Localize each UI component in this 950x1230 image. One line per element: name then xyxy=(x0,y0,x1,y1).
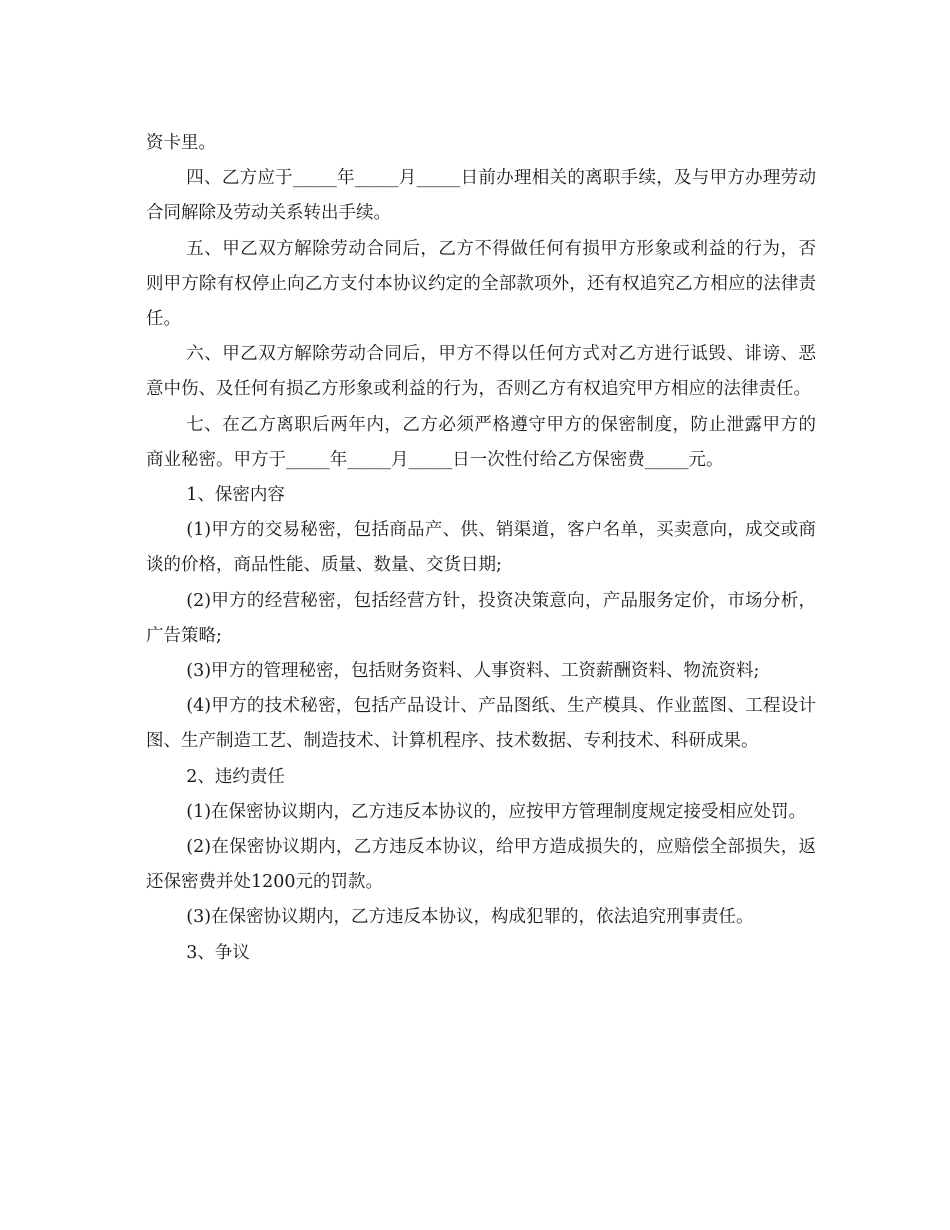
paragraph: (2)在保密协议期内，乙方违反本协议，给甲方造成损失的，应赔偿全部损失，返还保密费并处1200元的罚款。 xyxy=(146,837,816,893)
section-heading: 2、违约责任 xyxy=(186,766,285,787)
paragraph: (1)甲方的交易秘密，包括商品产、供、销渠道，客户名单，买卖意向，成交或商谈的价格，商品性能、质量、数量、交货日期; xyxy=(146,520,816,576)
paragraph: 资卡里。 xyxy=(146,133,216,153)
paragraph: 四、乙方应于_____年_____月_____日前办理相关的离职手续，及与甲方办理劳动合同解除及劳动关系转出手续。 xyxy=(146,168,816,224)
section-heading: 3、争议 xyxy=(186,942,250,963)
paragraph: 六、甲乙双方解除劳动合同后，甲方不得以任何方式对乙方进行诋毁、诽谤、恶意中伤、及任何有损乙方形象或利益的行为，否则乙方有权追究甲方相应的法律责任。 xyxy=(146,344,816,400)
paragraph: (1)在保密协议期内，乙方违反本协议的，应按甲方管理制度规定接受相应处罚。 xyxy=(186,801,807,822)
paragraph: 五、甲乙双方解除劳动合同后，乙方不得做任何有损甲方形象或利益的行为，否则甲方除有权停止向乙方支付本协议约定的全部款项外，还有权追究乙方相应的法律责任。 xyxy=(146,238,816,330)
section-heading: 1、保密内容 xyxy=(186,485,285,506)
paragraph: (4)甲方的技术秘密，包括产品设计、产品图纸、生产模具、作业蓝图、工程设计图、生产制造工艺、制造技术、计算机程序、技术数据、专利技术、科研成果。 xyxy=(146,696,816,752)
document-body xyxy=(146,126,816,971)
paragraph: 七、在乙方离职后两年内，乙方必须严格遵守甲方的保密制度，防止泄露甲方的商业秘密。甲方于_____年_____月_____日一次性付给乙方保密费_____元。 xyxy=(146,414,816,470)
paragraph: (3)甲方的管理秘密，包括财务资料、人事资料、工资薪酬资料、物流资料; xyxy=(186,661,760,682)
paragraph: (2)甲方的经营秘密，包括经营方针，投资决策意向，产品服务定价，市场分析，广告策略; xyxy=(146,590,816,646)
paragraph: (3)在保密协议期内，乙方违反本协议，构成犯罪的，依法追究刑事责任。 xyxy=(186,907,754,928)
